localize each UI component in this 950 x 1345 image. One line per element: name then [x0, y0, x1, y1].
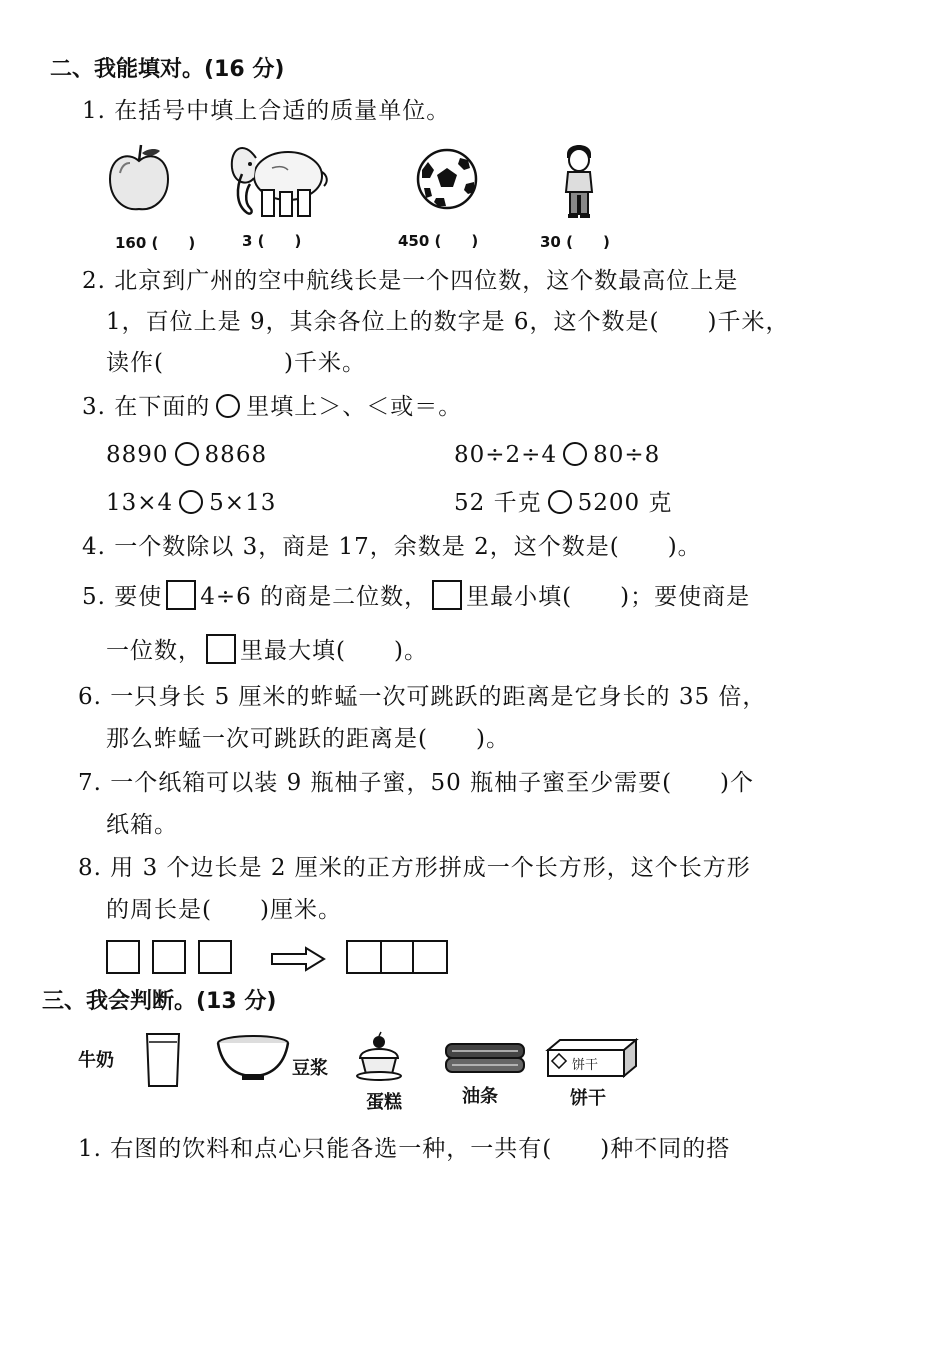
q3-c1-right: 8868 — [204, 442, 268, 468]
compare-circle[interactable] — [175, 442, 199, 466]
q8-line2: 的周长是( )厘米。 — [106, 897, 342, 923]
q2-line1: 2. 北京到广州的空中航线长是一个四位数，这个数最高位上是 — [82, 268, 739, 294]
q5-part3: 里最小填( )；要使商是 — [466, 584, 751, 610]
compare-circle[interactable] — [179, 490, 203, 514]
cake-icon — [354, 1032, 404, 1082]
q3-text-b: 里填上＞、＜或＝。 — [246, 394, 463, 420]
soymilk-label: 豆浆 — [292, 1058, 328, 1079]
q5-part4: 一位数， — [106, 638, 202, 664]
q2-line3: 读作( )千米。 — [106, 350, 366, 376]
q3-compare-2 — [454, 440, 660, 470]
q7-line2: 纸箱。 — [106, 812, 178, 838]
combined-rectangle — [346, 940, 448, 974]
compare-circle[interactable] — [563, 442, 587, 466]
q7-line1: 7. 一个纸箱可以装 9 瓶柚子蜜，50 瓶柚子蜜至少需要( )个 — [78, 770, 755, 796]
q4-text: 4. 一个数除以 3，商是 17，余数是 2，这个数是( )。 — [82, 534, 702, 560]
answer-box[interactable] — [432, 580, 462, 610]
boy-icon — [560, 140, 598, 220]
q3-c4-right: 5200 克 — [577, 490, 673, 516]
arrow-right-icon — [270, 946, 326, 972]
q1-text: 1. 在括号中填上合适的质量单位。 — [82, 98, 451, 124]
q1-apple-label: 160 ( ) — [115, 234, 196, 252]
soymilk-bowl-icon — [216, 1034, 290, 1082]
q3-c1-left: 8890 — [106, 442, 169, 468]
compare-circle[interactable] — [548, 490, 572, 514]
square-2 — [152, 940, 186, 974]
biscuit-label: 饼干 — [570, 1088, 606, 1109]
cake-label: 蛋糕 — [366, 1092, 402, 1113]
q3-c2-right: 80÷8 — [593, 442, 661, 468]
compare-circle — [216, 394, 240, 418]
q5-line2 — [106, 634, 428, 666]
q1-elephant-label: 3 ( ) — [242, 232, 302, 250]
q8-line1: 8. 用 3 个边长是 2 厘米的正方形拼成一个长方形，这个长方形 — [78, 855, 751, 881]
milk-glass-icon — [145, 1032, 181, 1088]
biscuit-box-text: 饼干 — [572, 1058, 599, 1073]
q1-boy-label: 30 ( ) — [540, 233, 610, 251]
q3-compare-4 — [454, 488, 672, 518]
answer-box[interactable] — [206, 634, 236, 664]
apple-icon — [108, 143, 170, 213]
q3-text-a: 3. 在下面的 — [82, 394, 211, 420]
section-3-title: 三、我会判断。(13 分) — [42, 989, 277, 1014]
q5-part5: 里最大填( )。 — [240, 638, 428, 664]
q6-line2: 那么蚱蜢一次可跳跃的距离是( )。 — [106, 726, 510, 752]
square-3 — [198, 940, 232, 974]
q1-ball-label: 450 ( ) — [398, 232, 479, 250]
elephant-icon — [222, 138, 330, 222]
q3-c2-left: 80÷2÷4 — [454, 442, 558, 468]
section-2-title: 二、我能填对。(16 分) — [50, 57, 285, 82]
q3-c3-right: 5×13 — [209, 490, 277, 516]
soccer-ball-icon — [416, 148, 478, 210]
square-1 — [106, 940, 140, 974]
milk-label: 牛奶 — [78, 1050, 114, 1071]
youtiao-label: 油条 — [462, 1086, 498, 1107]
q3-c3-left: 13×4 — [106, 490, 174, 516]
answer-box[interactable] — [166, 580, 196, 610]
s3-q1-text: 1. 右图的饮料和点心只能各选一种，一共有( )种不同的搭 — [78, 1136, 731, 1162]
youtiao-icon — [442, 1040, 528, 1080]
q3-text — [82, 392, 462, 422]
q3-compare-1 — [106, 440, 267, 470]
q2-line2: 1，百位上是 9，其余各位上的数字是 6，这个数是( )千米， — [106, 309, 790, 335]
q3-c4-left: 52 千克 — [454, 490, 542, 516]
biscuit-box-icon — [546, 1046, 636, 1078]
q3-compare-3 — [106, 488, 276, 518]
q5-part2: 4÷6 的商是二位数， — [200, 584, 429, 610]
q5-part1: 5. 要使 — [82, 584, 163, 610]
q6-line1: 6. 一只身长 5 厘米的蚱蜢一次可跳跃的距离是它身长的 35 倍， — [78, 684, 767, 710]
q5-line1 — [82, 580, 750, 612]
